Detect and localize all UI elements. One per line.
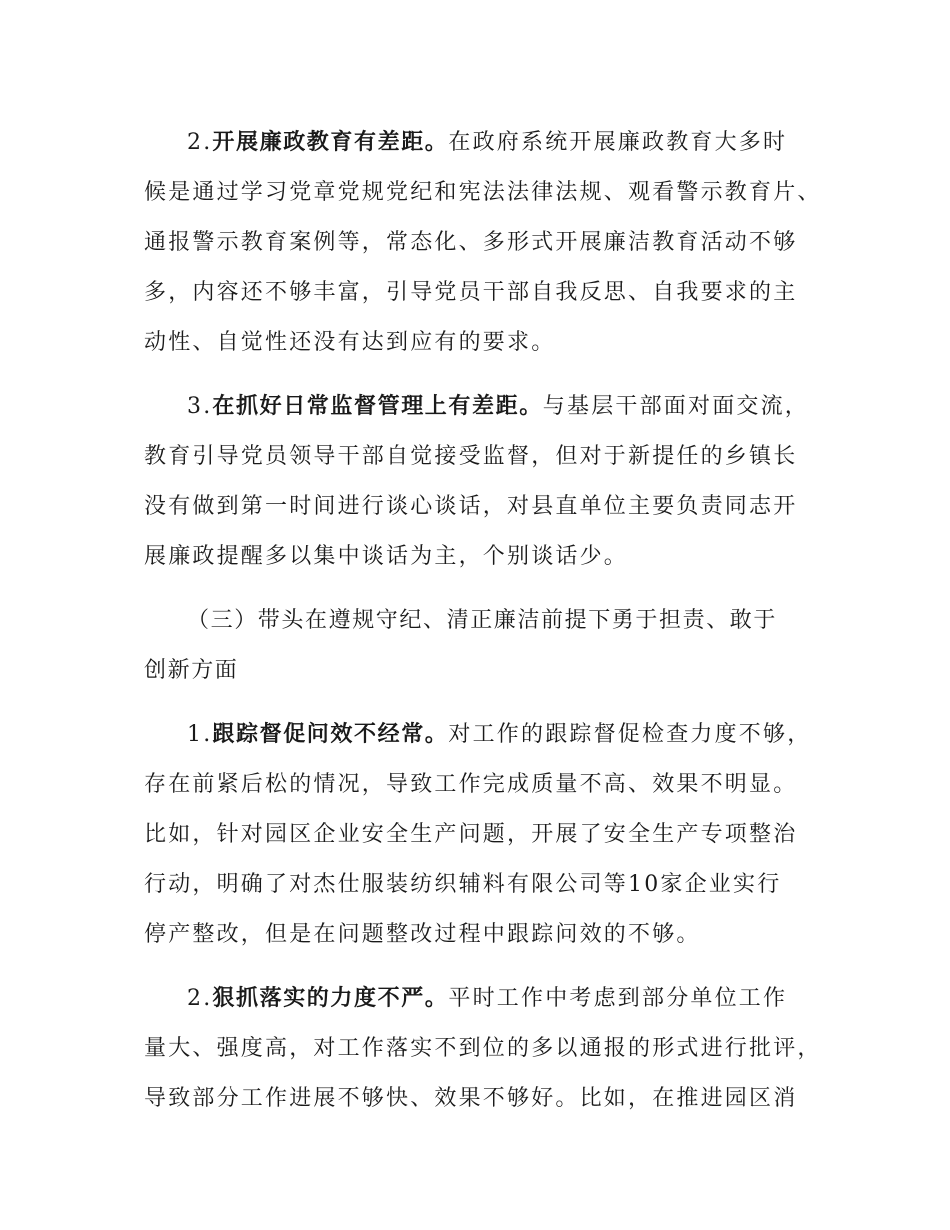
- paragraph-line: 教育引导党员领导干部自觉接受监督，但对于新提任的乡镇长: [144, 444, 798, 469]
- paragraph-line: 多，内容还不够丰富，引导党员干部自我反思、自我要求的主: [144, 280, 798, 305]
- paragraph-first-line: [187, 720, 811, 750]
- paragraph-title: 狠抓落实的力度不严。: [212, 986, 449, 1011]
- paragraph-text: 对工作的跟踪督促检查力度不够，: [448, 722, 812, 747]
- paragraph-line: 比如，针对园区企业安全生产问题，开展了安全生产专项整治: [144, 822, 798, 847]
- paragraph-number: 2.: [187, 986, 213, 1011]
- paragraph-line: 停产整改，但是在问题整改过程中跟踪问效的不够。: [144, 922, 701, 947]
- paragraph-line: 量大、强度高，对工作落实不到位的多以通报的形式进行批评，: [144, 1036, 822, 1061]
- paragraph-first-line: [187, 392, 809, 422]
- section-heading-continued: 创新方面: [144, 658, 239, 683]
- paragraph-number: 2.: [187, 130, 213, 155]
- paragraph-line: 存在前紧后松的情况，导致工作完成质量不高、效果不明显。: [144, 772, 798, 797]
- paragraph-title: 开展廉政教育有差距。: [212, 130, 449, 155]
- paragraph-text: 与基层干部面对面交流，: [542, 394, 809, 419]
- paragraph-line: 没有做到第一时间进行谈心谈话，对县直单位主要负责同志开: [144, 494, 798, 519]
- paragraph-line: 通报警示教育案例等，常态化、多形式开展廉洁教育活动不够: [144, 230, 798, 255]
- paragraph-first-line: [187, 128, 787, 158]
- paragraph-text: 在政府系统开展廉政教育大多时: [448, 130, 788, 155]
- section-heading: （三）带头在遵规守纪、清正廉洁前提下勇于担责、敢于: [187, 608, 778, 633]
- paragraph-line: 候是通过学习党章党规党纪和宪法法律法规、观看警示教育片、: [144, 180, 822, 205]
- paragraph-number: 1.: [187, 722, 213, 747]
- paragraph-title: 在抓好日常监督管理上有差距。: [212, 394, 543, 419]
- paragraph-number: 3.: [187, 394, 213, 419]
- paragraph-line: 展廉政提醒多以集中谈话为主，个别谈话少。: [144, 544, 629, 569]
- paragraph-text: 平时工作中考虑到部分单位工作: [448, 986, 788, 1011]
- paragraph-line: 行动，明确了对杰仕服装纺织辅料有限公司等10家企业实行: [144, 872, 782, 897]
- paragraph-line: 导致部分工作进展不够快、效果不够好。比如，在推进园区消: [144, 1086, 798, 1111]
- paragraph-line: 动性、自觉性还没有达到应有的要求。: [144, 330, 556, 355]
- paragraph-first-line: [187, 984, 787, 1014]
- paragraph-title: 跟踪督促问效不经常。: [212, 722, 449, 747]
